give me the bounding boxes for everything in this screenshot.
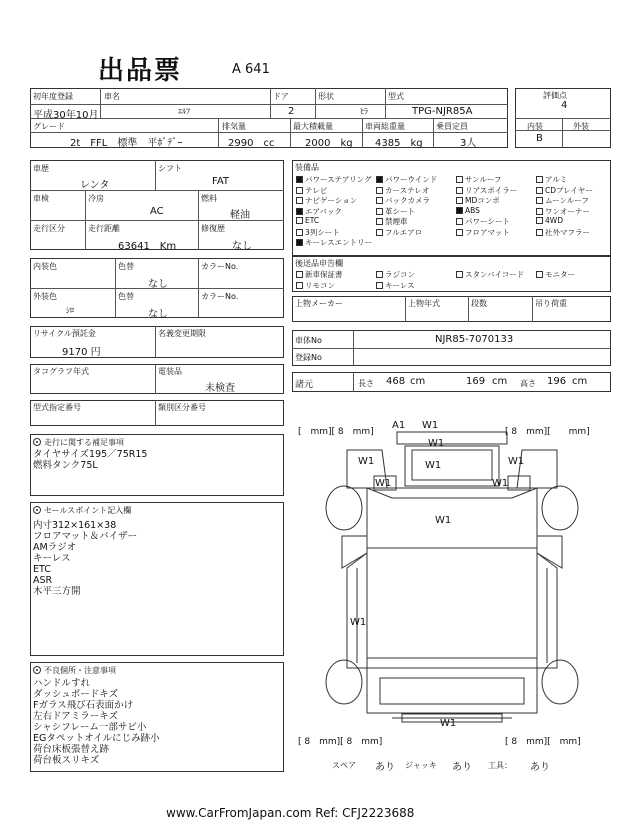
exterior-color-no-label: カラーNo. — [201, 292, 239, 301]
equipment-item — [376, 174, 437, 185]
equipment-label: バックカメラ — [385, 196, 430, 205]
car-name-value: ｴﾙﾌ — [178, 107, 190, 116]
extras-label: 新車保証書 — [305, 270, 343, 279]
equipment-label: 革シート — [385, 206, 415, 216]
equipment-checkbox — [536, 208, 543, 215]
damage-mark-1: A1 — [392, 420, 406, 431]
equipment-item — [536, 185, 593, 196]
repair-history-value: なし — [232, 241, 252, 252]
equipment-checkbox — [376, 208, 383, 215]
equipment-item — [296, 237, 372, 248]
equipment-item — [296, 216, 319, 225]
equipment-label: 4WD — [545, 216, 563, 225]
exterior-color-label: 外装色 — [33, 292, 57, 301]
fuel-value: 軽油 — [230, 210, 250, 221]
tacho-label: タコグラフ年式 — [33, 367, 89, 376]
equipment-label: 装備品 — [295, 163, 319, 172]
interior-color-no-label: カラーNo. — [201, 262, 239, 271]
jack-label: ジャッキ — [405, 761, 437, 770]
equipment-label: 3列シート — [305, 227, 340, 237]
extras-item — [376, 269, 415, 280]
equipment-checkbox — [456, 218, 463, 225]
equipment-checkbox — [536, 217, 543, 224]
equipment-checkbox — [456, 197, 463, 204]
jack-value: あり — [452, 762, 472, 773]
equipment-checkbox — [296, 176, 303, 183]
exterior-grade-label: 外装 — [573, 122, 589, 131]
damage-mark-11: W1 — [440, 718, 457, 729]
sales-point-3: AMラジオ — [33, 542, 77, 553]
defect-2: ダッシュボードキズ — [33, 689, 119, 700]
equipment-label: パワーステアリング — [305, 175, 372, 184]
footer-reference: www.CarFromJapan.com Ref: CFJ2223688 — [166, 806, 415, 820]
equipment-item — [456, 216, 510, 227]
ac-label: 冷房 — [88, 194, 104, 203]
equipment-item — [296, 174, 372, 185]
sales-points-header: セールスポイント記入欄 — [33, 505, 131, 516]
width-unit: cm — [492, 376, 508, 387]
tread-rear-left: [ 8 mm][ 8 mm] — [298, 737, 383, 747]
equipment-label: 社外マフラー — [545, 227, 590, 237]
interior-color-label: 内装色 — [33, 262, 57, 271]
type-number-label: 型式指定番号 — [33, 403, 81, 412]
defect-6: EGタペットオイルにじみ跡小 — [33, 733, 160, 744]
sales-point-5: ETC — [33, 564, 51, 575]
driving-notes-header: 走行に関する補足事項 — [33, 437, 124, 448]
fuel-label: 燃料 — [201, 194, 217, 203]
damage-mark-8: W1 — [492, 478, 509, 489]
recycle-value: 9170 円 — [62, 347, 101, 358]
tools-value: あり — [530, 762, 550, 773]
equipment-checkbox — [296, 239, 303, 246]
equipment-item — [296, 195, 357, 206]
model-value: TPG-NJR85A — [412, 106, 473, 117]
interior-grade-value: B — [536, 133, 543, 144]
length-value: 468 — [386, 376, 406, 387]
equipment-checkbox — [296, 208, 303, 215]
height-unit: cm — [572, 376, 588, 387]
sales-point-4: キーレス — [33, 553, 71, 564]
tread-front-left: [ mm][ 8 mm] — [298, 427, 374, 437]
first-reg-value: 平成30年10月 — [33, 110, 99, 121]
sales-point-7: 木平三方開 — [33, 586, 81, 597]
extras-checkbox — [296, 271, 303, 278]
equipment-checkbox — [376, 176, 383, 183]
equipment-label: サンルーフ — [465, 175, 502, 184]
owner-change-label: 名義変更期限 — [158, 329, 206, 338]
interior-color-change-value: なし — [148, 279, 168, 290]
equipment-label: キーレスエントリー — [305, 238, 373, 247]
equipment-item — [536, 174, 567, 185]
length-label: 長さ — [358, 379, 374, 388]
damage-mark-2: W1 — [422, 420, 439, 431]
equipment-checkbox — [376, 229, 383, 236]
damage-mark-10: W1 — [350, 617, 367, 628]
equipment-item — [376, 216, 408, 227]
extras-label: スタンバイコード — [465, 270, 525, 279]
damage-mark-3: W1 — [428, 438, 445, 449]
score-value: 4 — [561, 100, 568, 111]
equipment-label: フロアマット — [465, 227, 510, 237]
defect-1: ハンドルすれ — [33, 678, 91, 689]
interior-color-change-label: 色替 — [118, 262, 134, 271]
displacement-label: 排気量 — [222, 122, 246, 131]
door-label: ドア — [273, 92, 289, 101]
defect-5: シャシフレーム一部サビ小 — [33, 722, 147, 733]
capacity-label: 乗員定員 — [436, 122, 468, 131]
body-number-label: 車体No — [295, 336, 322, 345]
score-label: 評価点 — [543, 91, 567, 100]
gvw-value: 4385 kg — [375, 138, 423, 149]
shape-value: ﾋﾗ — [360, 107, 368, 116]
equipment-checkbox — [376, 197, 383, 204]
extras-label: 後送品申告欄 — [295, 259, 343, 268]
grade-value: 2t FFL 標準 平ﾎﾞﾃﾞｰ — [70, 138, 183, 149]
car-name-label: 車名 — [104, 92, 120, 101]
hoist-label: 吊り荷重 — [535, 299, 567, 308]
model-label: 型式 — [388, 92, 404, 101]
equipment-item — [456, 174, 502, 185]
history-value: レンタ — [80, 180, 110, 191]
equipment-item — [456, 185, 517, 196]
damage-mark-5: W1 — [425, 460, 442, 471]
max-load-label: 最大積載量 — [293, 122, 333, 131]
extras-item — [376, 280, 415, 291]
extras-label: モニター — [545, 270, 575, 279]
extras-item — [296, 269, 343, 280]
interior-grade-label: 内装 — [527, 122, 543, 131]
equipment-item — [456, 195, 500, 206]
equipment-item — [296, 227, 340, 238]
sales-point-2: フロアマット＆バイザー — [33, 531, 138, 542]
equipment-checkbox — [456, 176, 463, 183]
stages-label: 段数 — [471, 299, 487, 308]
registration-number-label: 登録No — [295, 353, 322, 362]
extras-label: リモコン — [305, 281, 335, 290]
extras-checkbox — [296, 282, 303, 289]
equipment-checkbox — [456, 207, 463, 214]
dimensions-label: 諸元 — [295, 380, 314, 390]
equipment-label: パワーシート — [465, 217, 510, 226]
defect-4: 左右ドアミラーキズ — [33, 711, 119, 722]
defect-3: Fガラス飛び石表面かけ — [33, 700, 134, 711]
equipment-checkbox — [456, 187, 463, 194]
extras-checkbox — [376, 282, 383, 289]
vehicle-damage-diagram — [292, 418, 611, 748]
equipment-checkbox — [376, 218, 383, 225]
first-reg-label: 初年度登録 — [33, 92, 73, 101]
capacity-value: 3人 — [460, 138, 477, 149]
extras-label: ラジコン — [385, 270, 415, 279]
shape-label: 形状 — [318, 92, 334, 101]
extras-item — [456, 269, 524, 280]
equipment-item — [296, 206, 342, 217]
body-number-value: NJR85-7070133 — [435, 334, 514, 345]
spare-value: あり — [375, 762, 395, 773]
electrical-value: 未検査 — [205, 383, 235, 394]
class-number-label: 類別区分番号 — [158, 403, 206, 412]
equipment-item — [536, 216, 563, 225]
equipment-checkbox — [536, 197, 543, 204]
mileage-category-label: 走行区分 — [33, 224, 65, 233]
damage-mark-7: W1 — [375, 478, 392, 489]
shift-value: FAT — [212, 176, 230, 187]
gvw-label: 車両総重量 — [365, 122, 405, 131]
extras-checkbox — [536, 271, 543, 278]
defect-7: 荷台床板張替え跡 — [33, 744, 110, 755]
damage-mark-4: W1 — [358, 456, 375, 467]
driving-note-2: 燃料タンク75L — [33, 460, 98, 471]
upper-year-label: 上物年式 — [408, 299, 440, 308]
electrical-label: 電装品 — [158, 367, 182, 376]
history-label: 車歴 — [33, 164, 49, 173]
damage-mark-9: W1 — [435, 515, 452, 526]
length-unit: cm — [410, 376, 426, 387]
max-load-value: 2000 kg — [305, 138, 353, 149]
equipment-label: リアスポイラー — [465, 185, 518, 195]
equipment-item — [376, 195, 430, 206]
ac-value: AC — [150, 206, 164, 217]
equipment-item — [296, 185, 327, 196]
extras-checkbox — [456, 271, 463, 278]
extras-item — [296, 280, 335, 291]
upper-maker-label: 上物メーカー — [295, 299, 343, 308]
recycle-label: リサイクル預託金 — [33, 329, 96, 338]
door-value: 2 — [288, 106, 295, 117]
sales-point-1: 内寸312×161×38 — [33, 520, 117, 531]
height-value: 196 — [547, 376, 567, 387]
defect-8: 荷台板スリキズ — [33, 755, 100, 766]
equipment-item — [376, 185, 429, 196]
mileage-label: 走行距離 — [88, 224, 120, 233]
equipment-item — [376, 227, 422, 238]
repair-history-label: 修復歴 — [201, 224, 225, 233]
equipment-checkbox — [376, 187, 383, 194]
equipment-checkbox — [536, 176, 543, 183]
exterior-color-value: ｼﾛ — [66, 306, 74, 315]
equipment-label: カーステレオ — [385, 185, 430, 195]
equipment-label: ETC — [305, 216, 320, 225]
sales-point-6: ASR — [33, 575, 53, 586]
equipment-label: MDコンポ — [465, 196, 500, 205]
exterior-color-change-label: 色替 — [118, 292, 134, 301]
equipment-checkbox — [296, 197, 303, 204]
equipment-label: ナビゲーション — [305, 196, 358, 205]
spare-label: スペア — [332, 761, 356, 770]
driving-note-1: タイヤサイズ195／75R15 — [33, 449, 148, 460]
equipment-label: ABS — [465, 205, 480, 215]
damage-mark-6: W1 — [508, 456, 525, 467]
equipment-item — [536, 227, 590, 238]
extras-checkbox — [376, 271, 383, 278]
inspection-label: 車検 — [33, 194, 49, 203]
equipment-checkbox — [456, 229, 463, 236]
extras-item — [536, 269, 575, 280]
exterior-color-change-value: なし — [148, 309, 168, 320]
equipment-label: パワーウインド — [385, 175, 438, 184]
equipment-label: 禁煙車 — [385, 217, 408, 226]
tools-label: 工具： — [488, 761, 512, 770]
lot-number: A 641 — [232, 62, 270, 77]
equipment-item — [536, 195, 589, 206]
shift-label: シフト — [158, 164, 182, 173]
equipment-checkbox — [296, 217, 303, 224]
equipment-item — [456, 227, 510, 238]
equipment-label: フルエアロ — [385, 227, 423, 237]
tread-rear-right: [ 8 mm][ mm] — [505, 737, 581, 747]
equipment-item — [376, 206, 415, 217]
grade-label: グレード — [33, 122, 65, 131]
displacement-value: 2990 cc — [228, 138, 275, 149]
equipment-label: ムーンルーフ — [545, 196, 589, 205]
equipment-item — [536, 206, 590, 217]
equipment-checkbox — [296, 229, 303, 236]
page-title: 出品票 — [98, 56, 183, 86]
equipment-label: エアバック — [305, 206, 342, 216]
defects-header: 不良個所・注意事項 — [33, 665, 116, 676]
equipment-label: アルミ — [545, 175, 568, 184]
mileage-value: 63641 Km — [118, 241, 177, 252]
height-label: 高さ — [520, 379, 536, 388]
equipment-label: テレビ — [305, 185, 328, 195]
equipment-checkbox — [536, 229, 543, 236]
equipment-checkbox — [296, 187, 303, 194]
width-value: 169 — [466, 376, 486, 387]
tread-front-right: [ 8 mm][ mm] — [505, 427, 590, 437]
equipment-label: CDプレイヤー — [545, 185, 593, 195]
equipment-checkbox — [536, 187, 543, 194]
extras-label: キーレス — [385, 281, 415, 290]
equipment-label: ワンオーナー — [545, 206, 590, 216]
equipment-item — [456, 206, 480, 215]
